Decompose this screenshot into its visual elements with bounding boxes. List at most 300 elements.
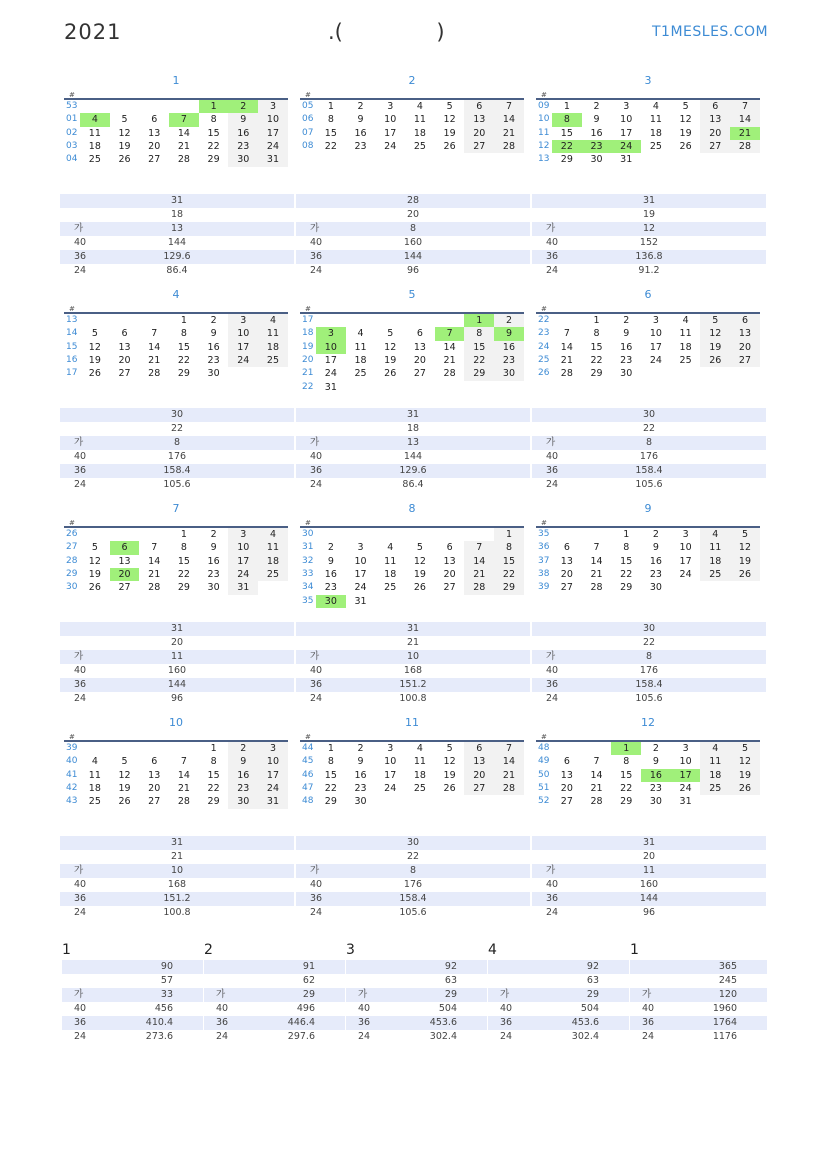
day-cell: 2 [210, 315, 217, 326]
summary-value: 91.2 [638, 265, 660, 276]
summary-row [204, 988, 345, 1002]
week-row [536, 795, 760, 808]
day-cell: 11 [258, 327, 288, 340]
day-cell: 2 [327, 542, 334, 554]
week-row [64, 782, 288, 795]
day-cell: 23 [582, 140, 612, 153]
day-cell: 17 [384, 769, 397, 781]
day-cell [730, 367, 760, 380]
summary-row [488, 974, 629, 988]
site-logo[interactable]: T1MESLES.COM [652, 24, 769, 40]
day-cell: 4 [700, 742, 730, 755]
week-number: 17 [66, 368, 78, 379]
week-number: 43 [66, 796, 78, 807]
week-row [536, 742, 760, 755]
day-cell [730, 581, 760, 594]
week-number: 16 [66, 354, 78, 365]
summary-row [60, 264, 294, 278]
day-cell [316, 314, 346, 327]
day-cell: 27 [700, 140, 730, 153]
day-cell [700, 153, 730, 166]
summary-row [62, 960, 203, 974]
summary-value: 168 [403, 665, 423, 676]
week-row [300, 528, 524, 541]
week-row [536, 341, 760, 354]
day-cell: 12 [118, 769, 131, 781]
day-cell: 28 [730, 140, 760, 153]
day-cell: 29 [620, 796, 633, 808]
day-cell [375, 314, 405, 327]
summary-label: 40 [500, 1003, 513, 1014]
summary-row [532, 208, 766, 222]
day-cell: 16 [207, 341, 220, 353]
day-cell: 9 [357, 114, 364, 126]
summary-label: 36 [642, 1017, 655, 1028]
day-cell: 4 [357, 328, 364, 340]
day-cell: 27 [413, 368, 426, 380]
day-cell: 12 [730, 755, 760, 768]
summary-value: 31 [170, 195, 184, 206]
day-cell: 3 [316, 327, 346, 340]
summary-value: 176 [639, 665, 659, 676]
day-cell: 2 [228, 100, 258, 113]
day-cell [80, 100, 110, 113]
day-cell: 12 [700, 327, 730, 340]
day-cell [464, 381, 494, 394]
week-number: 31 [302, 542, 314, 553]
week-row [300, 314, 524, 327]
summary-row [296, 222, 530, 236]
summary-value: 152 [639, 237, 659, 248]
summary-label: 24 [358, 1031, 371, 1042]
day-cell: 19 [88, 568, 101, 580]
day-cell: 5 [682, 101, 689, 112]
summary-value: 11 [642, 865, 656, 876]
day-cell: 30 [649, 796, 662, 808]
day-cell: 1 [210, 743, 217, 754]
day-cell: 22 [324, 140, 337, 152]
day-cell: 25 [88, 796, 101, 808]
day-cell [169, 742, 199, 755]
day-cell: 29 [207, 154, 220, 166]
day-cell: 6 [563, 542, 570, 554]
day-cell: 7 [593, 542, 600, 554]
summary-label: 24 [74, 907, 87, 918]
day-cell: 20 [148, 140, 161, 152]
summary-row [532, 850, 766, 864]
week-row [536, 769, 760, 782]
summary-value: 30 [170, 409, 184, 420]
summary-row [488, 988, 629, 1002]
day-cell: 27 [443, 582, 456, 594]
day-cell: 2 [623, 315, 630, 326]
quarter-summary [346, 960, 487, 1044]
summary-row [346, 960, 487, 974]
day-cell: 3 [387, 101, 394, 112]
summary-row [62, 988, 203, 1002]
day-cell: 19 [118, 140, 131, 152]
summary-value: 453.6 [429, 1017, 457, 1028]
week-number: 02 [66, 127, 78, 138]
summary-label: 36 [74, 893, 87, 904]
summary-row [296, 636, 530, 650]
summary-row [204, 1002, 345, 1016]
day-cell: 18 [88, 782, 101, 794]
day-cell: 21 [590, 568, 603, 580]
week-row [64, 742, 288, 755]
day-cell: 4 [700, 528, 730, 541]
day-cell [730, 795, 760, 808]
day-cell [258, 581, 288, 594]
day-cell: 27 [560, 796, 573, 808]
week-row [64, 341, 288, 354]
week-number: 42 [66, 782, 78, 793]
summary-value: 31 [170, 623, 184, 634]
day-cell: 22 [177, 568, 190, 580]
day-cell: 24 [258, 782, 288, 795]
week-number: 37 [538, 555, 550, 566]
day-cell: 6 [464, 742, 494, 755]
day-cell: 28 [590, 796, 603, 808]
day-cell: 7 [180, 756, 187, 768]
summary-row [60, 850, 294, 864]
summary-row [296, 850, 530, 864]
day-cell: 28 [494, 782, 524, 795]
summary-value: 136.8 [635, 251, 663, 262]
day-cell: 2 [652, 529, 659, 540]
summary-value: 151.2 [399, 679, 427, 690]
day-cell: 24 [679, 782, 692, 794]
day-cell: 17 [258, 127, 288, 140]
quarter-summary [488, 960, 629, 1044]
summary-value: 22 [406, 851, 420, 862]
summary-value: 410.4 [145, 1017, 173, 1028]
month-summary [60, 194, 294, 278]
day-cell [110, 742, 140, 755]
week-number: 29 [66, 568, 78, 579]
day-cell: 11 [700, 541, 730, 554]
summary-label: 40 [310, 879, 323, 890]
day-cell: 1 [327, 101, 334, 112]
summary-value: 57 [160, 975, 173, 986]
week-number: 24 [538, 341, 550, 352]
summary-value: 20 [642, 851, 656, 862]
day-cell: 14 [494, 113, 524, 126]
day-cell: 15 [177, 555, 190, 567]
day-cell [552, 742, 582, 755]
day-cell [405, 528, 435, 541]
day-cell: 9 [327, 555, 334, 567]
day-cell: 15 [207, 127, 220, 139]
day-cell: 5 [446, 101, 453, 112]
day-cell: 25 [384, 582, 397, 594]
day-cell: 14 [177, 769, 190, 781]
month-title: 7 [172, 502, 180, 515]
summary-value: 144 [403, 451, 423, 462]
summary-row [62, 1030, 203, 1044]
day-cell [494, 381, 524, 394]
day-cell: 28 [494, 140, 524, 153]
summary-value: 100.8 [163, 907, 191, 918]
day-cell: 4 [652, 101, 659, 112]
day-cell: 7 [169, 113, 199, 126]
summary-value: 446.4 [287, 1017, 315, 1028]
day-cell: 24 [384, 140, 397, 152]
month-calendar [536, 74, 760, 167]
summary-value: 92 [586, 961, 599, 972]
week-number: 13 [66, 315, 78, 325]
day-cell: 30 [494, 367, 524, 380]
day-cell: 24 [611, 140, 641, 153]
day-cell: 16 [207, 555, 220, 567]
day-cell: 13 [413, 341, 426, 353]
summary-label: 가 [546, 437, 556, 448]
month-summary [532, 194, 766, 278]
week-number: 38 [538, 568, 550, 579]
summary-row [532, 194, 766, 208]
summary-label: 36 [546, 465, 559, 476]
day-cell: 22 [464, 354, 494, 367]
day-cell: 1 [611, 742, 641, 755]
month-summary [60, 408, 294, 492]
day-cell: 31 [354, 595, 367, 607]
week-number-header: # [300, 516, 524, 528]
week-number: 18 [302, 328, 314, 339]
day-cell: 28 [443, 368, 456, 380]
day-cell: 15 [620, 769, 633, 781]
day-cell: 20 [118, 354, 131, 366]
week-row [300, 555, 524, 568]
summary-row [60, 650, 294, 664]
day-cell: 29 [464, 367, 494, 380]
summary-value: 20 [170, 637, 184, 648]
day-cell [169, 100, 199, 113]
day-cell: 29 [177, 368, 190, 380]
day-cell: 8 [623, 542, 630, 554]
summary-value: 168 [167, 879, 187, 890]
day-cell: 22 [324, 782, 337, 794]
day-cell: 17 [679, 555, 692, 567]
week-row [300, 595, 524, 608]
summary-row [60, 464, 294, 478]
day-cell: 20 [560, 568, 573, 580]
week-row [64, 528, 288, 541]
month-summary [296, 622, 530, 706]
summary-value: 28 [406, 195, 420, 206]
summary-row [60, 864, 294, 878]
day-cell: 3 [682, 743, 689, 754]
month-calendar [64, 74, 288, 167]
summary-value: 160 [403, 237, 423, 248]
day-cell: 1 [180, 315, 187, 326]
week-number: 22 [538, 315, 550, 325]
month-calendar [64, 288, 288, 381]
week-row [64, 127, 288, 140]
day-cell: 21 [494, 127, 524, 140]
week-row [64, 581, 288, 594]
day-cell: 18 [413, 127, 426, 139]
week-number: 30 [302, 529, 314, 539]
quarter-summary [204, 960, 345, 1044]
summary-value: 86.4 [402, 479, 424, 490]
day-cell: 31 [228, 581, 258, 594]
summary-label: 가 [74, 865, 84, 876]
summary-value: 21 [170, 851, 184, 862]
day-cell: 17 [384, 127, 397, 139]
day-cell: 25 [258, 568, 288, 581]
summary-label: 40 [310, 451, 323, 462]
week-number-header: # [64, 730, 288, 742]
day-cell: 16 [494, 341, 524, 354]
month-title: 11 [405, 716, 419, 729]
day-cell [700, 795, 730, 808]
day-cell [110, 528, 140, 541]
month-title: 3 [644, 74, 652, 87]
day-cell: 10 [228, 541, 258, 554]
week-number-header: # [536, 516, 760, 528]
summary-label: 24 [642, 1031, 655, 1042]
day-cell: 19 [679, 127, 692, 139]
week-number: 28 [66, 555, 78, 566]
day-cell: 8 [552, 113, 582, 126]
day-cell: 23 [207, 568, 220, 580]
day-cell [552, 528, 582, 541]
day-cell: 10 [258, 113, 288, 126]
summary-label: 24 [216, 1031, 229, 1042]
day-cell: 1 [199, 100, 229, 113]
summary-label: 36 [310, 893, 323, 904]
day-cell: 22 [620, 568, 633, 580]
day-cell: 3 [357, 542, 364, 554]
day-cell: 19 [443, 127, 456, 139]
summary-label: 가 [310, 223, 320, 234]
week-row [536, 153, 760, 166]
week-number: 13 [538, 154, 550, 165]
day-cell: 24 [258, 140, 288, 153]
summary-value: 96 [170, 693, 184, 704]
summary-row [296, 678, 530, 692]
summary-label: 24 [74, 1031, 87, 1042]
day-cell [405, 795, 435, 808]
summary-value: 20 [406, 209, 420, 220]
day-cell: 6 [151, 114, 158, 126]
day-cell [139, 742, 169, 755]
summary-value: 96 [406, 265, 420, 276]
day-cell: 30 [207, 582, 220, 594]
day-cell [641, 367, 671, 380]
day-cell: 9 [210, 328, 217, 340]
day-cell: 2 [494, 314, 524, 327]
day-cell: 10 [679, 756, 692, 768]
summary-row [62, 1002, 203, 1016]
summary-row [296, 250, 530, 264]
week-row [300, 341, 524, 354]
day-cell: 8 [210, 114, 217, 126]
day-cell: 17 [671, 769, 701, 782]
day-cell: 5 [121, 114, 128, 126]
summary-row [204, 960, 345, 974]
quarter-title: 1 [62, 942, 71, 958]
summary-value: 160 [167, 665, 187, 676]
summary-value: 144 [403, 251, 423, 262]
summary-row [630, 988, 767, 1002]
summary-label: 24 [546, 907, 559, 918]
summary-value: 8 [173, 437, 181, 448]
day-cell: 15 [590, 341, 603, 353]
week-row [300, 367, 524, 380]
summary-row [60, 678, 294, 692]
summary-value: 21 [406, 637, 420, 648]
summary-value: 63 [444, 975, 457, 986]
summary-label: 36 [358, 1017, 371, 1028]
summary-row [296, 408, 530, 422]
week-row [536, 113, 760, 126]
day-cell: 11 [88, 127, 101, 139]
day-cell: 23 [620, 354, 633, 366]
week-row [300, 755, 524, 768]
day-cell: 3 [228, 314, 258, 327]
summary-label: 가 [546, 865, 556, 876]
day-cell: 18 [679, 341, 692, 353]
summary-value: 96 [642, 907, 656, 918]
summary-value: 1960 [712, 1003, 737, 1014]
day-cell [730, 153, 760, 166]
summary-row [204, 1030, 345, 1044]
day-cell: 11 [413, 114, 426, 126]
week-row [300, 127, 524, 140]
day-cell: 15 [324, 769, 337, 781]
day-cell: 11 [354, 341, 367, 353]
week-row [64, 327, 288, 340]
day-cell: 6 [110, 541, 140, 554]
summary-label: 36 [310, 251, 323, 262]
summary-value: 30 [642, 409, 656, 420]
summary-row [532, 878, 766, 892]
day-cell: 26 [413, 582, 426, 594]
week-number: 20 [302, 354, 314, 365]
month-title: 12 [641, 716, 655, 729]
day-cell [464, 595, 494, 608]
summary-value: 100.8 [399, 693, 427, 704]
day-cell: 18 [413, 769, 426, 781]
day-cell: 30 [207, 368, 220, 380]
summary-row [60, 208, 294, 222]
week-number: 53 [66, 101, 78, 111]
summary-value: 302.4 [429, 1031, 457, 1042]
day-cell [464, 795, 494, 808]
day-cell: 10 [228, 327, 258, 340]
month-title: 4 [172, 288, 180, 301]
day-cell: 28 [560, 368, 573, 380]
day-cell: 16 [641, 769, 671, 782]
summary-label: 36 [546, 679, 559, 690]
day-cell: 30 [649, 582, 662, 594]
day-cell: 28 [177, 796, 190, 808]
day-cell: 12 [88, 555, 101, 567]
summary-label: 24 [546, 479, 559, 490]
summary-value: 30 [642, 623, 656, 634]
week-row [64, 555, 288, 568]
summary-row [296, 478, 530, 492]
week-row [536, 127, 760, 140]
day-cell: 21 [464, 568, 494, 581]
month-summary [532, 836, 766, 920]
summary-label: 24 [74, 693, 87, 704]
week-number: 22 [302, 381, 314, 392]
day-cell: 22 [590, 354, 603, 366]
day-cell: 10 [384, 756, 397, 768]
day-cell: 9 [494, 327, 524, 340]
